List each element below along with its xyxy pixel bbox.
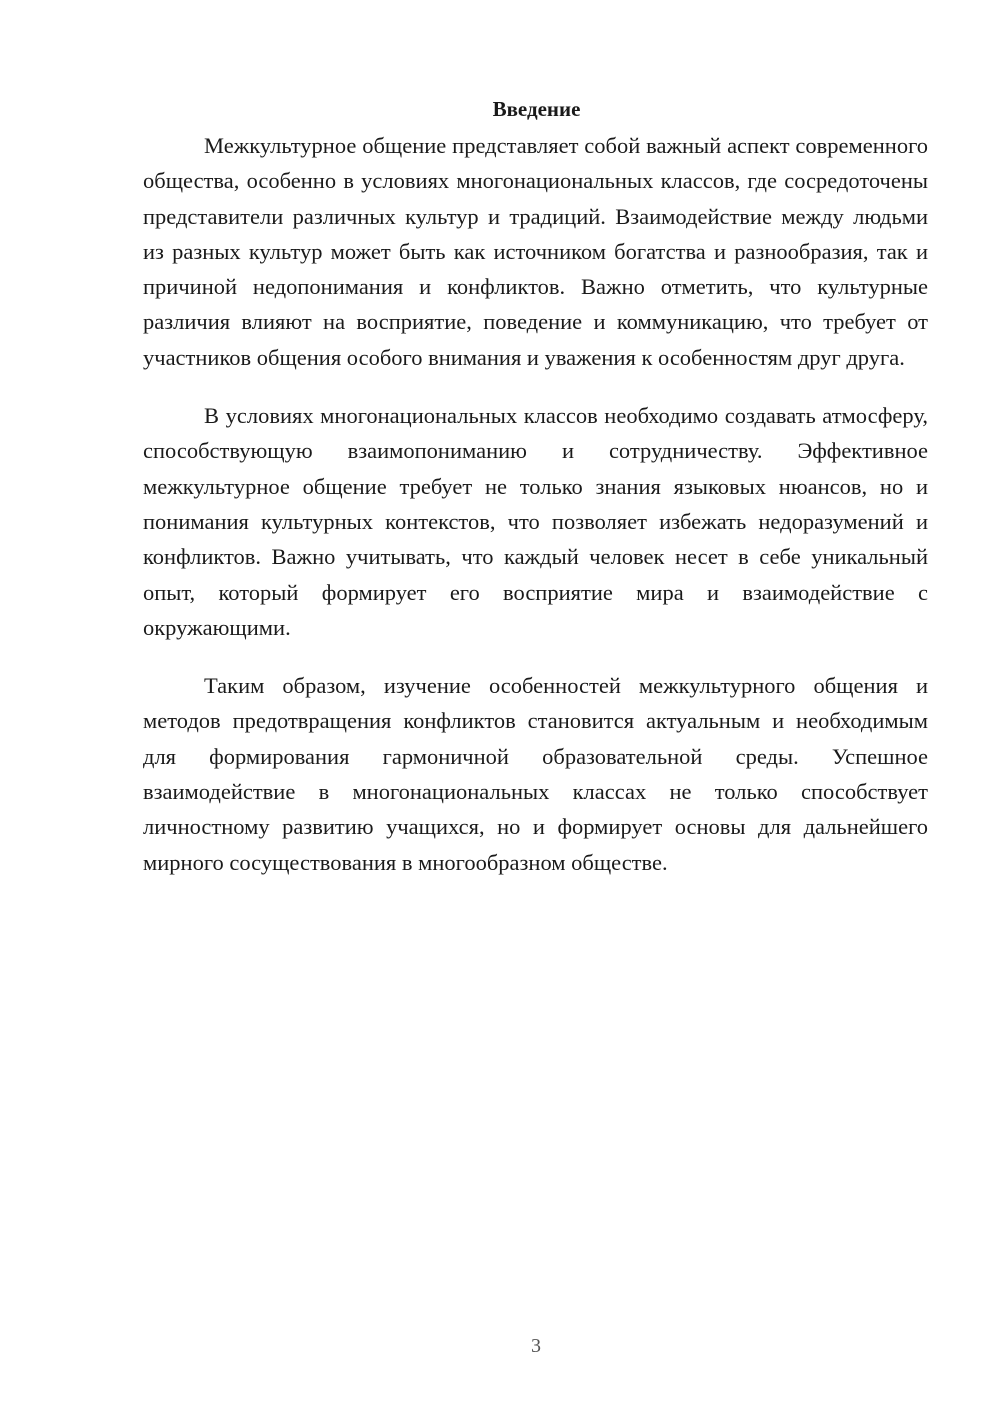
page-number: 3: [531, 1335, 541, 1357]
paragraph-1: Межкультурное общение представляет собой важный аспект современного общества, особенно в условиях многонациональных классов, где сосредоточены представители различных культур и традиций. Взаимодействие между людьми из разных культур может быть как источником богатства и разнообразия, так и причиной недопонимания и конфликтов. Важно отметить, что культурные различия влияют на восприятие, поведение и коммуникацию, что требует от участников общения особого внимания и уважения к особенностям друг друга.: [143, 133, 928, 370]
section-title: Введение: [492, 97, 581, 121]
page-body: [143, 94, 928, 880]
paragraph-3: Таким образом, изучение особенностей межкультурного общения и методов предотвращения конфликтов становится актуальным и необходимым для формирования гармоничной образовательной среды. Успешное взаимодействие в многонациональных классах не только способствует личностному развитию учащихся, но и формирует основы для дальнейшего мирного сосуществования в многообразном обществе.: [143, 673, 928, 875]
paragraph-2: В условиях многонациональных классов необходимо создавать атмосферу, способствующую взаимопониманию и сотрудничеству. Эффективное межкультурное общение требует не только знания языковых нюансов, но и понимания культурных контекстов, что позволяет избежать недоразумений и конфликтов. Важно учитывать, что каждый человек несет в себе уникальный опыт, который формирует его восприятие мира и взаимодействие с окружающими.: [143, 403, 928, 640]
